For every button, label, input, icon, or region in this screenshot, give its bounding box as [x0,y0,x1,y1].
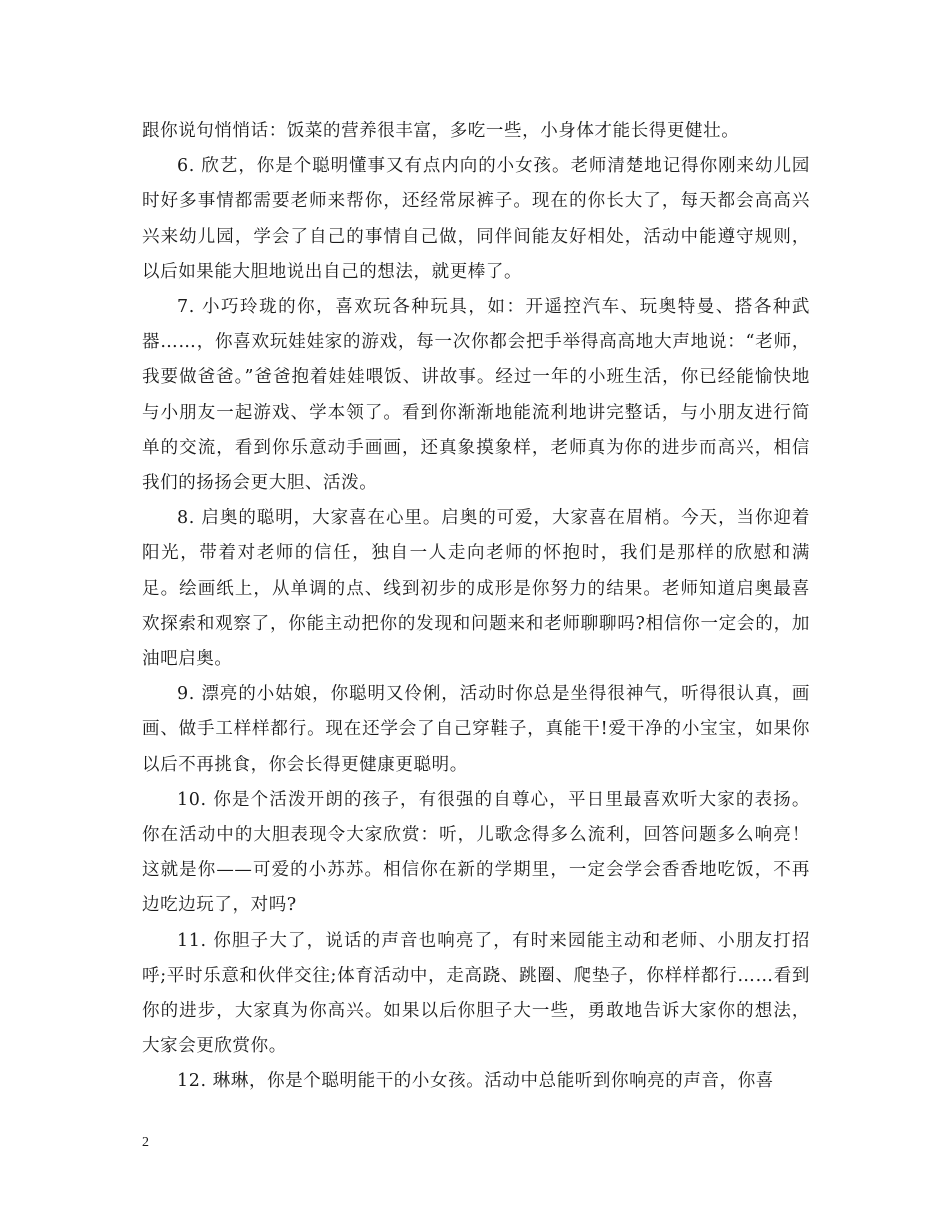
paragraph-7: 7. 小巧玲珑的你，喜欢玩各种玩具，如：开遥控汽车、玩奥特曼、搭各种武器……，你喜欢玩娃娃家的游戏，每一次你都会把手举得高高地大声地说：“老师，我要做爸爸。”爸爸抱着娃娃喂饭、讲故事。经过一年的小班生活，你已经能愉快地与小朋友一起游戏、学本领了。看到你渐渐地能流利地讲完整话，与小朋友进行简单的交流，看到你乐意动手画画，还真象摸象样，老师真为你的进步而高兴，相信我们的扬扬会更大胆、活泼。 [142,297,810,494]
paragraph-9: 9. 漂亮的小姑娘，你聪明又伶俐，活动时你总是坐得很神气，听得很认真，画画、做手工样样都行。现在还学会了自己穿鞋子，真能干!爱干净的小宝宝，如果你以后不再挑食，你会长得更健康更聪明。 [142,684,810,775]
page-number: 2 [142,1135,149,1150]
paragraph-10: 10. 你是个活泼开朗的孩子，有很强的自尊心，平日里最喜欢听大家的表扬。你在活动中的大胆表现令大家欣赏：听，儿歌念得多么流利，回答问题多么响亮！这就是你——可爱的小苏苏。相信你在新的学期里，一定会学会香香地吃饭，不再边吃边玩了，对吗? [142,789,810,916]
paragraph-11: 11. 你胆子大了，说话的声音也响亮了，有时来园能主动和老师、小朋友打招呼;平时乐意和伙伴交往;体育活动中，走高跷、跳圈、爬垫子，你样样都行……看到你的进步，大家真为你高兴。如果以后你胆子大一些，勇敢地告诉大家你的想法，大家会更欣赏你。 [142,930,810,1057]
paragraph-continuation: 跟你说句悄悄话：饭菜的营养很丰富，多吃一些，小身体才能长得更健壮。 [142,121,740,141]
paragraph-12: 12. 琳琳，你是个聪明能干的小女孩。活动中总能听到你响亮的声音，你喜 [177,1071,774,1092]
document-body [142,114,810,1100]
paragraph-8: 8. 启奥的聪明，大家喜在心里。启奥的可爱，大家喜在眉梢。今天，当你迎着阳光，带着对老师的信任，独自一人走向老师的怀抱时，我们是那样的欣慰和满足。绘画纸上，从单调的点、线到初步的成形是你努力的结果。老师知道启奥最喜欢探索和观察了，你能主动把你的发现和问题来和老师聊聊吗?相信你一定会的，加油吧启奥。 [142,508,810,670]
paragraph-6: 6. 欣艺，你是个聪明懂事又有点内向的小女孩。老师清楚地记得你刚来幼儿园时好多事情都需要老师来帮你，还经常尿裤子。现在的你长大了，每天都会高高兴兴来幼儿园，学会了自己的事情自己做，同伴间能友好相处，活动中能遵守规则，以后如果能大胆地说出自己的想法，就更棒了。 [142,156,810,282]
